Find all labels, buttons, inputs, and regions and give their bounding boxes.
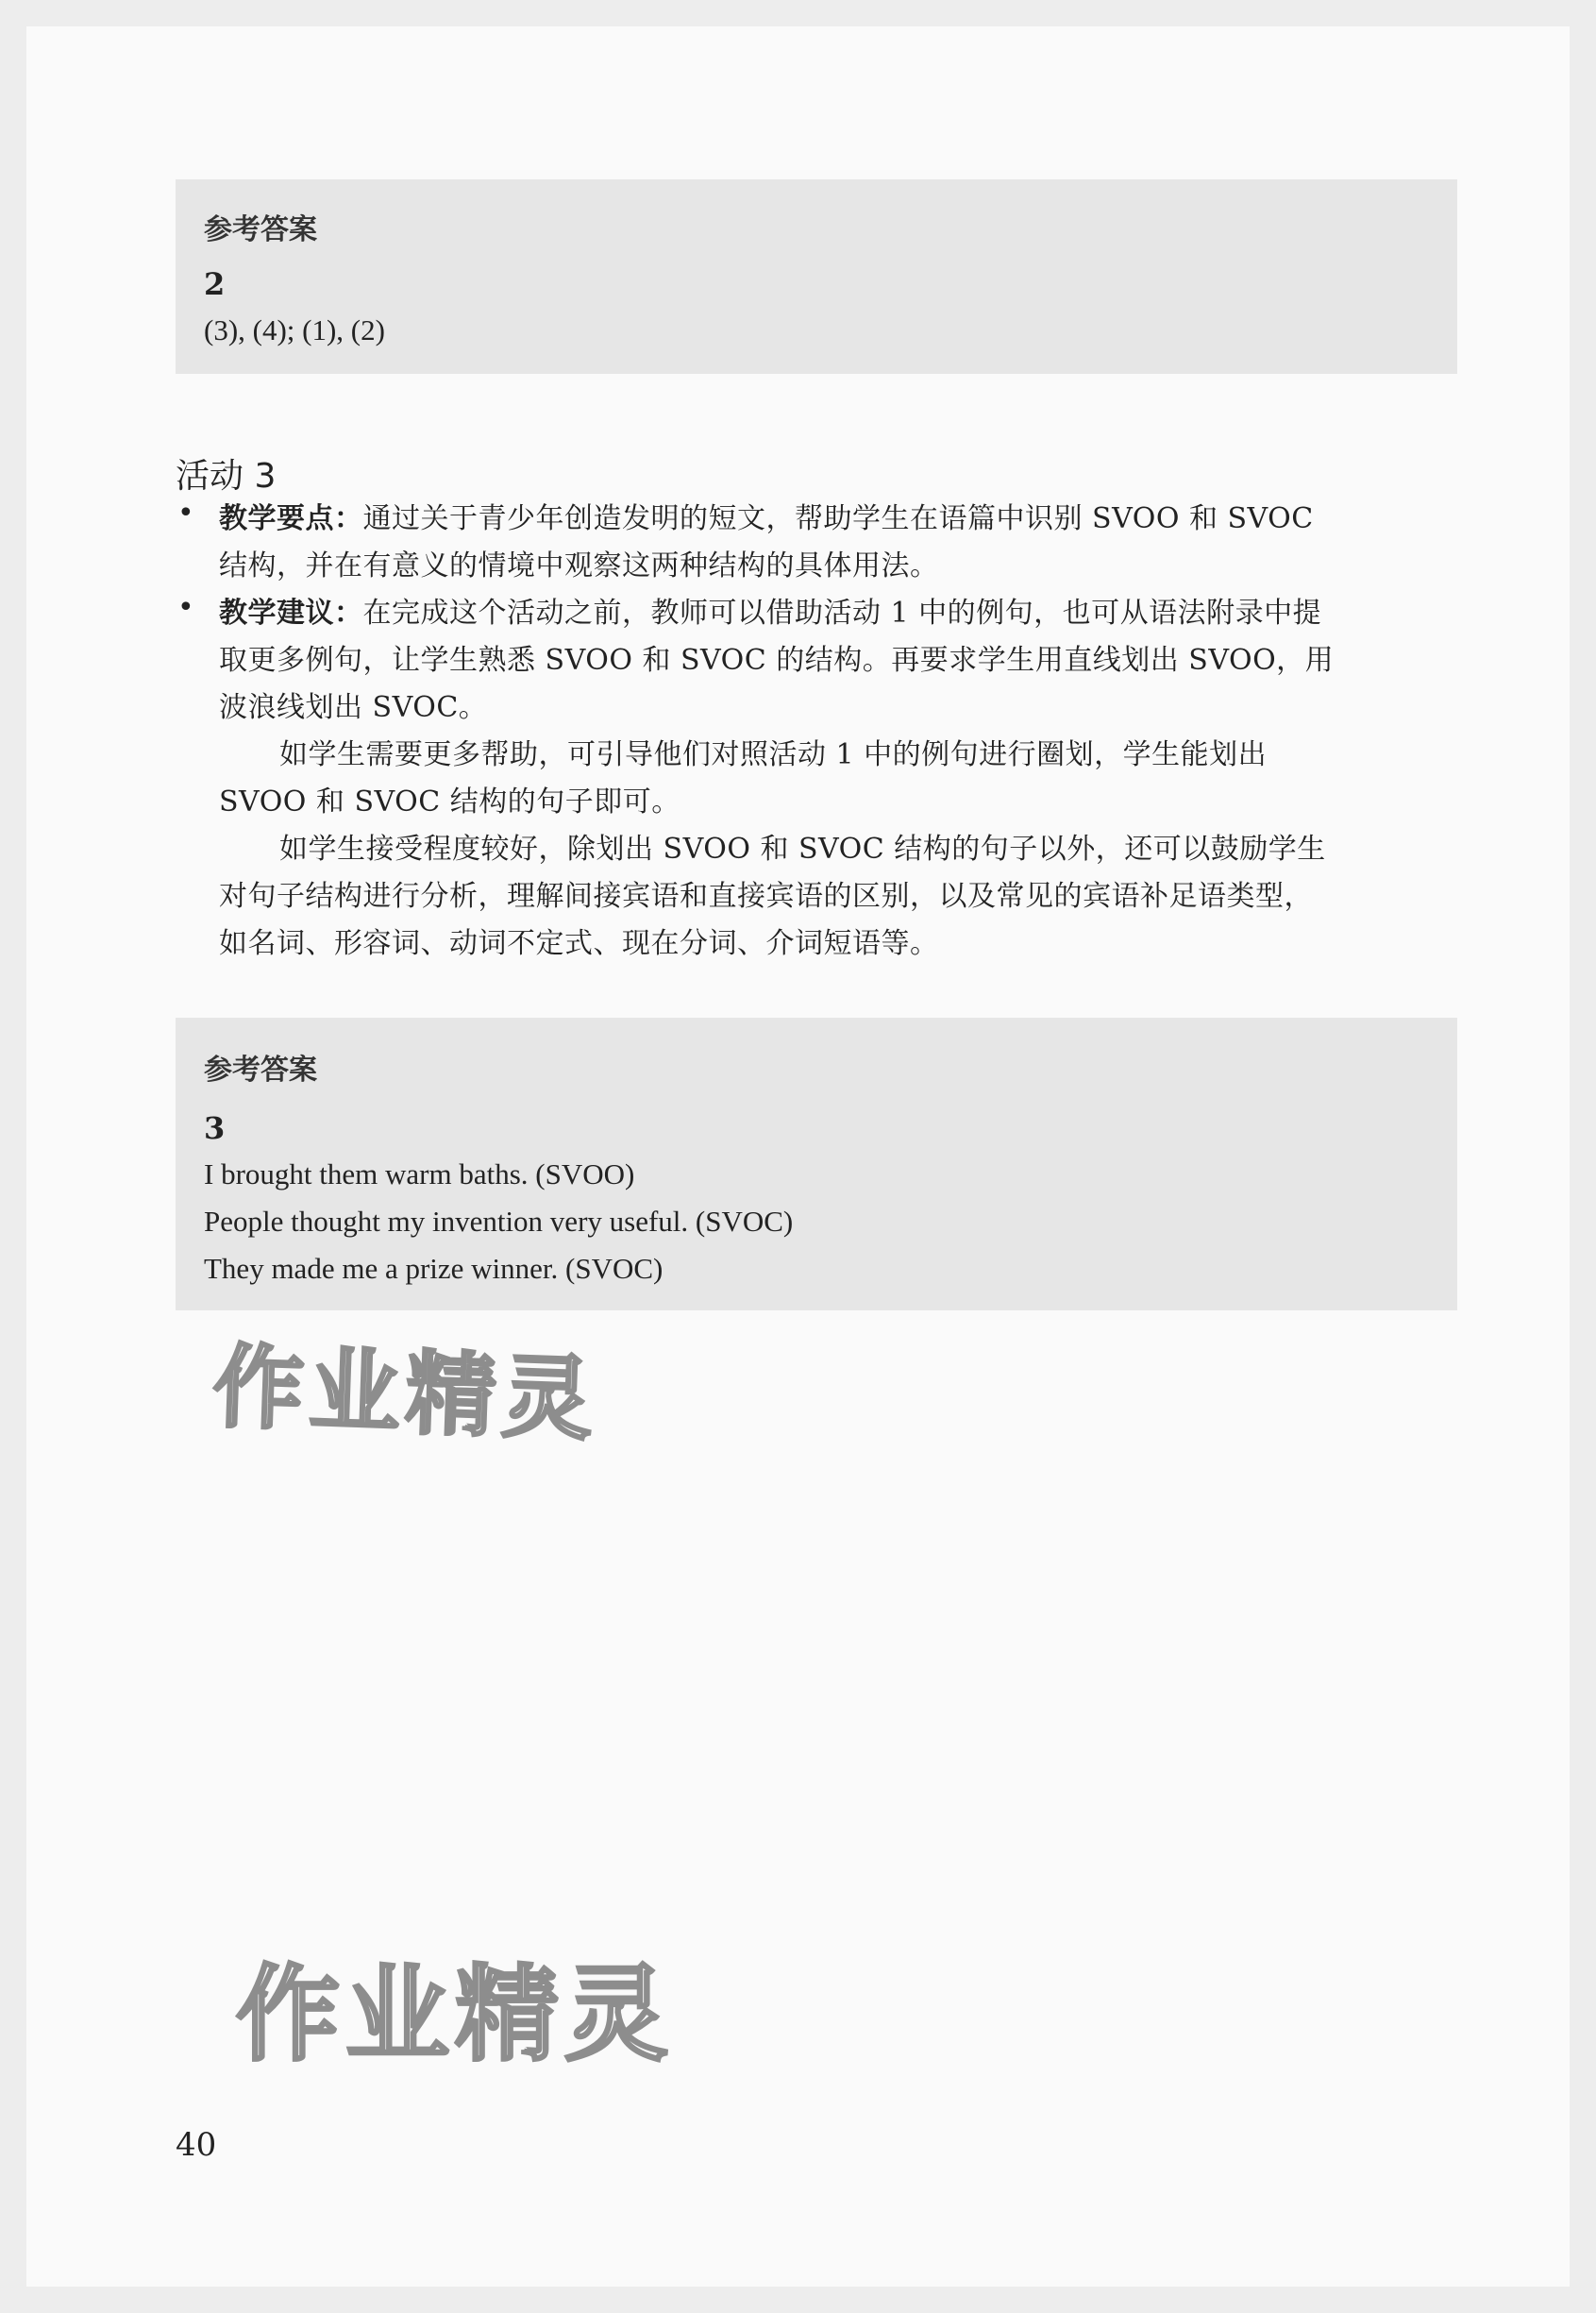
answer-line: People thought my invention very useful. (SVOC): [204, 1205, 794, 1238]
watermark: 作业精灵: [210, 1333, 600, 1454]
answer-line: (3), (4); (1), (2): [204, 313, 385, 346]
bullet-line: [219, 589, 1321, 631]
bullet-label: 教学要点：: [219, 502, 363, 535]
bullet-text: 在完成这个活动之前，教师可以借助活动 1 中的例句，也可从语法附录中提: [362, 597, 1322, 630]
bullet-line: [219, 495, 1314, 536]
bullet-line: 结构，并在有意义的情境中观察这两种结构的具体用法。: [219, 549, 939, 582]
answer-heading: 参考答案: [204, 213, 317, 246]
bullet-line: 波浪线划出 SVOC。: [219, 691, 488, 724]
watermark: 作业精灵: [236, 1954, 674, 2075]
answer-heading: 参考答案: [204, 1054, 317, 1087]
bullet-dot: •: [177, 591, 194, 624]
answer-box-2: [176, 1018, 1457, 1310]
paragraph-line: 如学生接受程度较好，除划出 SVOO 和 SVOC 结构的句子以外，还可以鼓励学生: [279, 833, 1326, 866]
answer-box-1: [176, 179, 1457, 374]
bullet-label: 教学建议：: [219, 597, 363, 630]
bullet-text: 通过关于青少年创造发明的短文，帮助学生在语篇中识别 SVOO 和 SVOC: [362, 502, 1314, 535]
paragraph-line: 如名词、形容词、动词不定式、现在分词、介词短语等。: [219, 927, 939, 960]
answer-number: 2: [204, 266, 226, 302]
section-title: 活动 3: [176, 457, 277, 496]
bullet-dot: •: [177, 497, 194, 530]
answer-line: They made me a prize winner. (SVOC): [204, 1252, 664, 1285]
answer-number: 3: [204, 1110, 226, 1146]
paragraph-line: SVOO 和 SVOC 结构的句子即可。: [219, 785, 680, 819]
paragraph-line: 对句子结构进行分析，理解间接宾语和直接宾语的区别，以及常见的宾语补足语类型，: [219, 880, 1313, 913]
bullet-line: 取更多例句，让学生熟悉 SVOO 和 SVOC 的结构。再要求学生用直线划出 SVOO，用: [219, 644, 1335, 677]
answer-line: I brought them warm baths. (SVOO): [204, 1157, 635, 1190]
page-number: 40: [176, 2126, 217, 2164]
paragraph-line: 如学生需要更多帮助，可引导他们对照活动 1 中的例句进行圈划，学生能划出: [279, 738, 1268, 771]
